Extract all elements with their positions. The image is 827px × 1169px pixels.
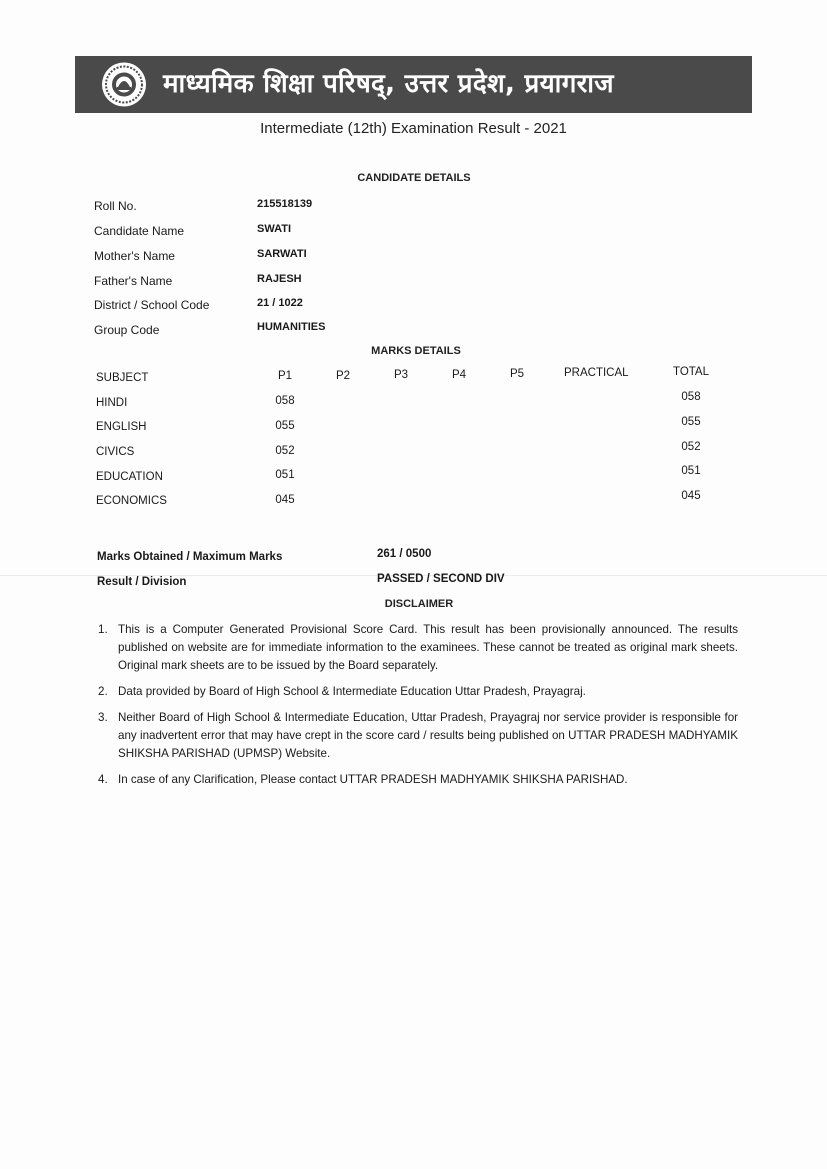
col-p4: P4 xyxy=(451,369,467,381)
exam-title: Intermediate (12th) Examination Result - 2021 xyxy=(260,120,567,137)
list-item xyxy=(98,709,738,763)
list-item-number: 4. xyxy=(98,773,108,786)
mothers-name-value: SARWATI xyxy=(257,248,307,260)
total-cell: 045 xyxy=(681,490,701,502)
group-code-label: Group Code xyxy=(94,323,160,337)
subject-cell: CIVICS xyxy=(96,446,135,458)
total-cell: 051 xyxy=(681,465,701,477)
subject-cell: ECONOMICS xyxy=(96,495,167,507)
header-title: माध्यमिक शिक्षा परिषद्, उत्तर प्रदेश, प्रयागराज xyxy=(163,69,614,99)
result-division-label: Result / Division xyxy=(97,576,187,588)
col-total: TOTAL xyxy=(673,366,709,378)
p1-cell: 045 xyxy=(275,494,295,506)
total-cell: 058 xyxy=(681,391,701,403)
p1-cell: 058 xyxy=(275,395,295,407)
group-code-value: HUMANITIES xyxy=(257,321,326,333)
marks-obtained-label: Marks Obtained / Maximum Marks xyxy=(97,551,283,563)
fathers-name-value: RAJESH xyxy=(257,273,302,285)
disclaimer-list xyxy=(98,621,738,797)
candidate-details-heading: CANDIDATE DETAILS xyxy=(357,172,471,184)
p1-cell: 055 xyxy=(275,420,295,432)
district-school-code-label: District / School Code xyxy=(94,298,210,312)
marks-details-heading: MARKS DETAILS xyxy=(371,345,461,357)
header-band xyxy=(75,56,752,113)
upmsp-emblem-icon xyxy=(99,61,149,108)
disclaimer-heading: DISCLAIMER xyxy=(384,598,454,610)
p1-cell: 052 xyxy=(275,445,295,457)
fathers-name-label: Father's Name xyxy=(94,274,173,288)
district-school-code-value: 21 / 1022 xyxy=(257,297,303,309)
list-item-number: 3. xyxy=(98,711,108,724)
list-item-text: This is a Computer Generated Provisional Score Card. This result has been provisionally announced. The results published on website are for immediate information to the examinees. These cannot be treated as original mark sheets. Original mark sheets are to be issued by the Board separately. xyxy=(118,623,738,672)
list-item-text: Data provided by Board of High School & Intermediate Education Uttar Pradesh, Prayagraj. xyxy=(118,685,586,698)
list-item xyxy=(98,683,738,701)
roll-no-label: Roll No. xyxy=(94,199,137,213)
candidate-name-label: Candidate Name xyxy=(94,224,185,238)
subject-cell: HINDI xyxy=(96,397,128,409)
list-item xyxy=(98,771,738,789)
subject-cell: ENGLISH xyxy=(96,421,147,433)
subject-cell: EDUCATION xyxy=(96,471,163,483)
roll-no-value: 215518139 xyxy=(257,198,313,210)
result-division-value: PASSED / SECOND DIV xyxy=(377,573,505,585)
col-p5: P5 xyxy=(509,368,525,380)
list-item-text: Neither Board of High School & Intermediate Education, Uttar Pradesh, Prayagraj nor service provider is responsible for any inadvertent error that may have crept in the score card / results being published on UTTAR PRADESH MADHYAMIK SHIKSHA PARISHAD (UPMSP) Website. xyxy=(118,711,738,760)
col-p3: P3 xyxy=(393,369,409,381)
p1-cell: 051 xyxy=(275,469,295,481)
col-practical: PRACTICAL xyxy=(564,367,629,379)
list-item-text: In case of any Clarification, Please contact UTTAR PRADESH MADHYAMIK SHIKSHA PARISHAD. xyxy=(118,773,628,786)
col-p1: P1 xyxy=(277,370,293,382)
col-subject: SUBJECT xyxy=(96,372,149,384)
total-cell: 052 xyxy=(681,441,701,453)
mothers-name-label: Mother's Name xyxy=(94,249,175,263)
marks-obtained-value: 261 / 0500 xyxy=(377,548,432,560)
list-item xyxy=(98,621,738,675)
total-cell: 055 xyxy=(681,416,701,428)
list-item-number: 2. xyxy=(98,685,108,698)
col-p2: P2 xyxy=(335,370,351,382)
list-item-number: 1. xyxy=(98,623,108,636)
candidate-name-value: SWATI xyxy=(257,223,292,235)
